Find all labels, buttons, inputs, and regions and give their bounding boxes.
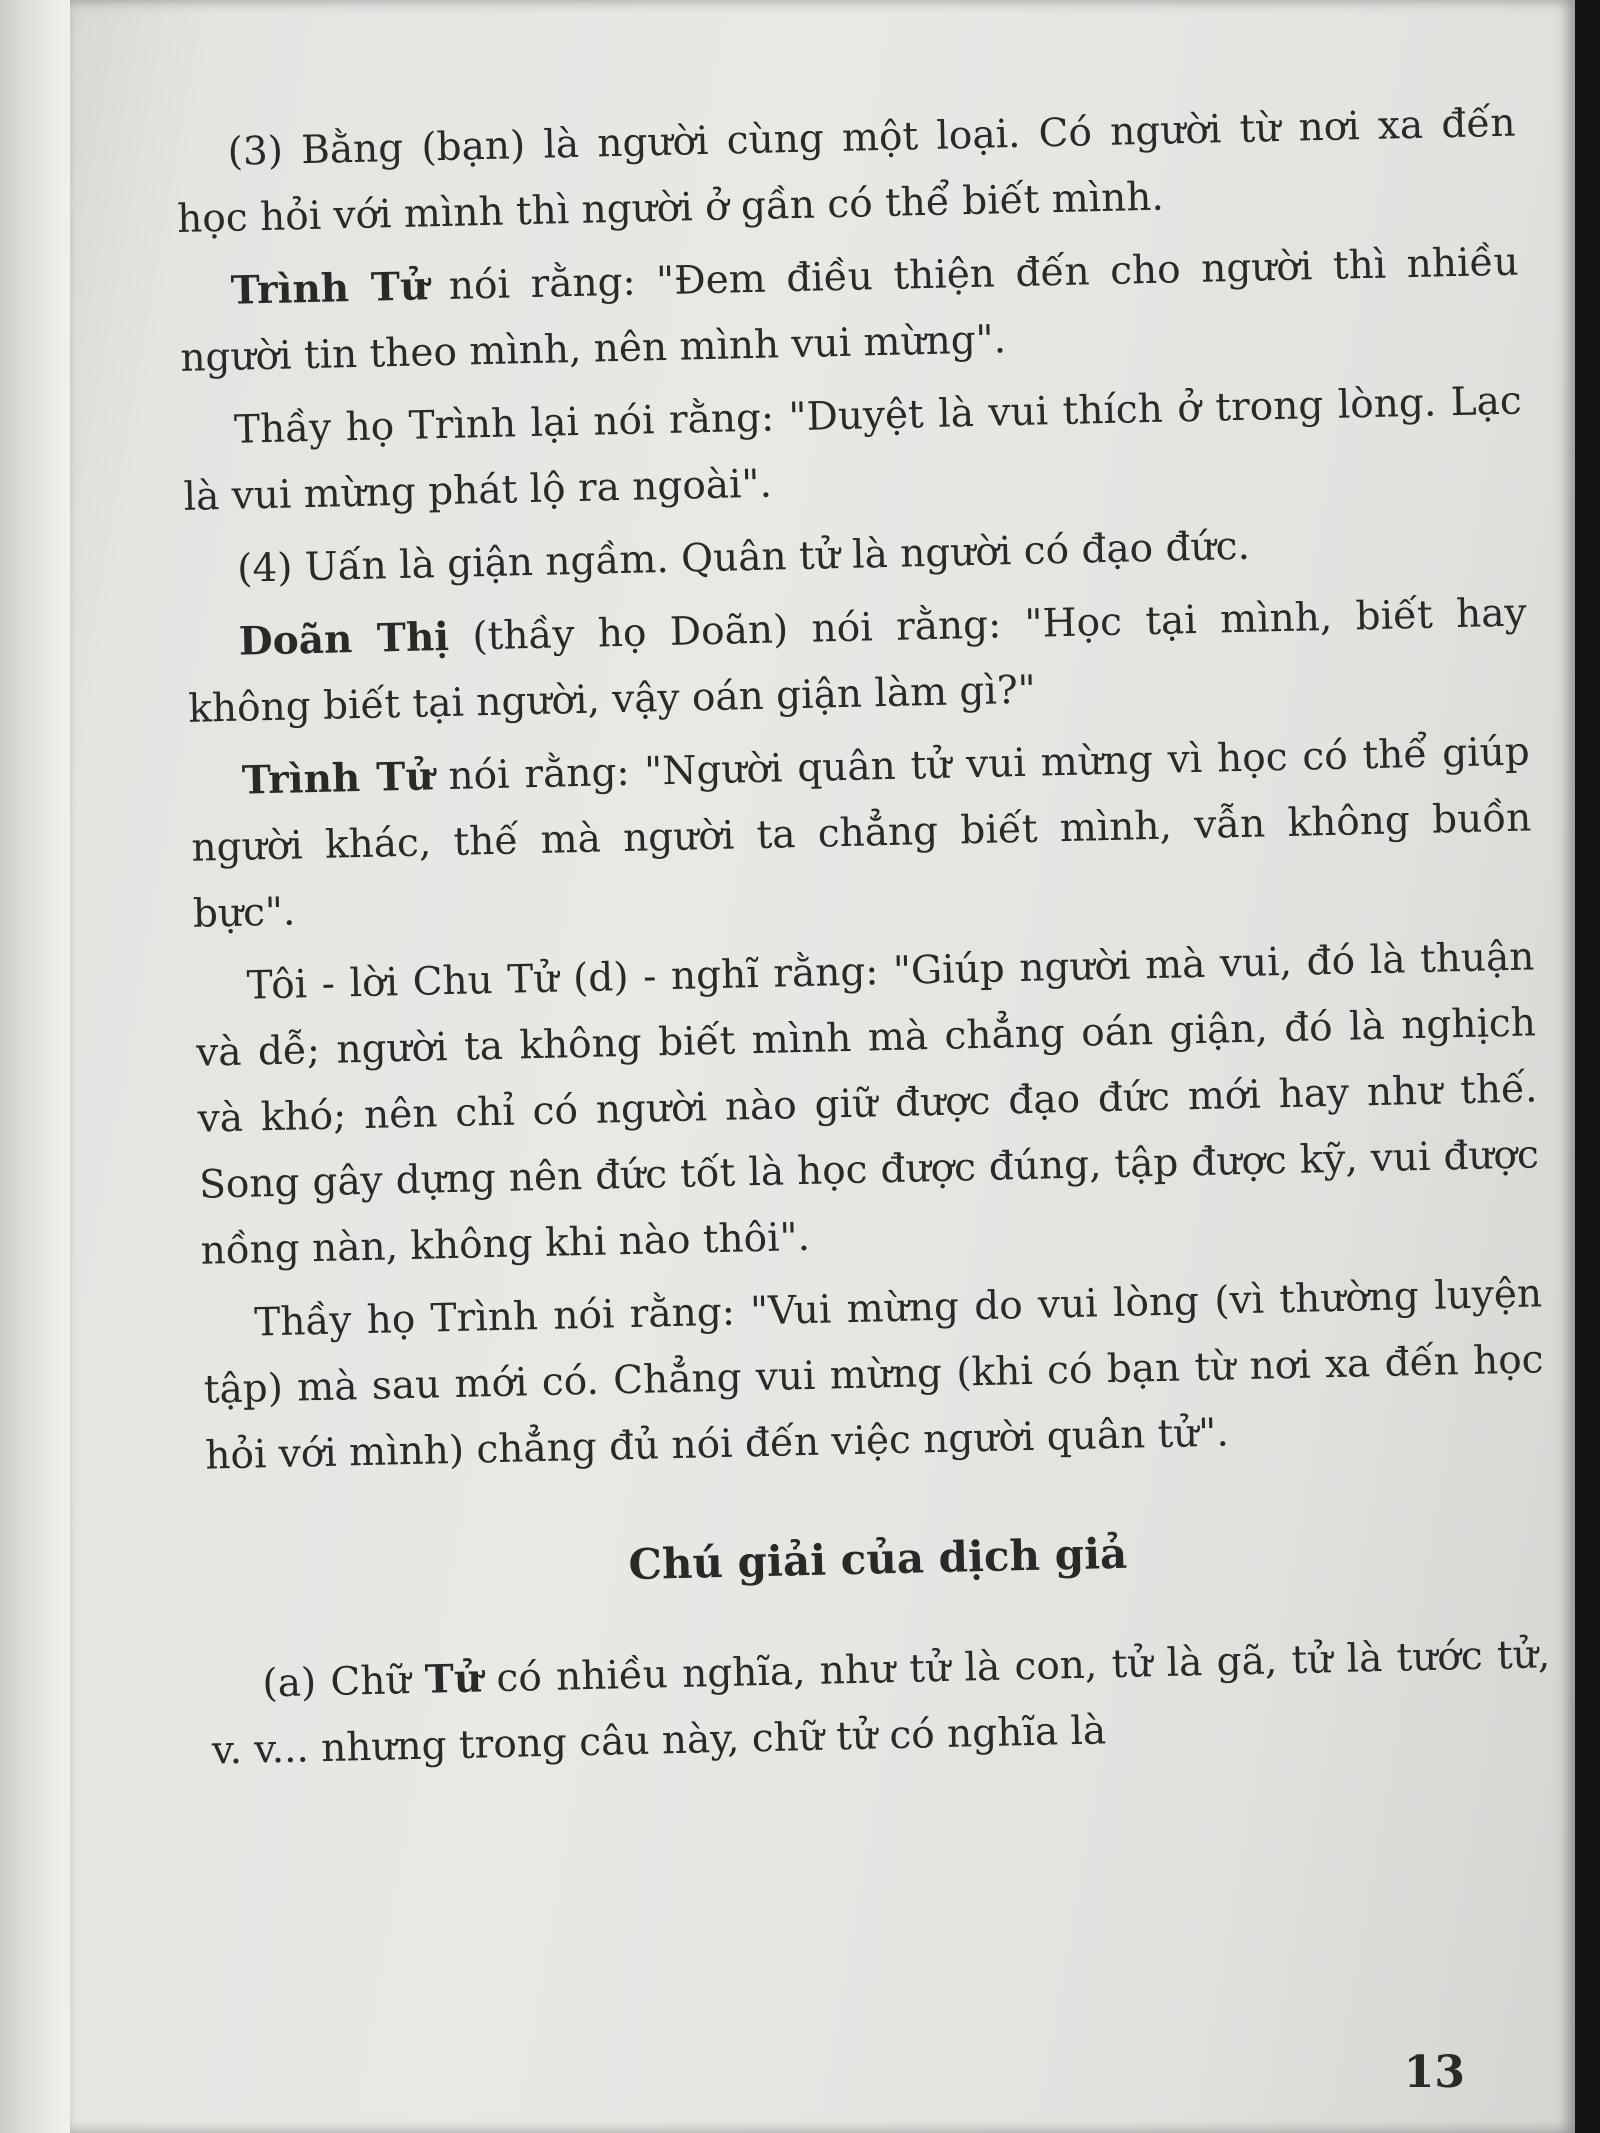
- paragraph: [189, 718, 1533, 947]
- page-number: 13: [1403, 2047, 1465, 2098]
- paragraph-lead: Doãn Thị: [238, 613, 450, 665]
- paragraph: [202, 1260, 1546, 1489]
- paragraph-text: Thầy họ Trình nói rằng: "Vui mừng do vui lòng (vì thường luyện tập) mà sau mới có. Chẳng vui mừng (khi có bạn từ nơi xa đến học hỏi với mình) chẳng đủ nói đến việc người quân tử".: [203, 1271, 1544, 1479]
- footnote-bold-term: Tử: [424, 1655, 483, 1703]
- book-page: [70, 0, 1575, 2133]
- paragraph: [178, 229, 1521, 392]
- paragraph-lead: Trình Tử: [230, 263, 429, 314]
- paragraph-text: (thầy họ Doãn) nói rằng: "Học tại mình, biết hay không biết tại người, vậy oán giận làm gì?": [187, 590, 1528, 732]
- footnote-text: có nhiều nghĩa, như tử là con, tử là gã, tử là tước tử, v. v... nhưng trong câu này, chữ tử có nghĩa là: [211, 1632, 1551, 1774]
- paragraph: [194, 923, 1541, 1284]
- section-heading: Chú giải của dịch giả: [627, 1528, 1128, 1590]
- paragraph-text: (4) Uấn là giận ngầm. Quân tử là người có đạo đức.: [236, 523, 1251, 592]
- paragraph-text: Tôi - lời Chu Tử (d) - nghĩ rằng: "Giúp người mà vui, đó là thuận và dễ; người ta không biết mình mà chẳng oán giận, đó là nghịch và khó; nên chỉ có người nào giữ được đạo đức mới hay như thế. Song gây dựng nên đức tốt là học được đúng, tập được kỹ, vui được nồng nàn, không khi nào thôi".: [195, 934, 1540, 1274]
- paragraph-text: nói rằng: "Người quân tử vui mừng vì học có thể giúp người khác, thế mà người ta chẳng biết mình, vẫn không buồn bực".: [191, 729, 1532, 937]
- paragraph-lead: Trình Tử: [241, 753, 435, 804]
- footnote-paragraph: [210, 1621, 1553, 1784]
- background-edge: [1575, 0, 1600, 2133]
- book-spine: [0, 0, 73, 2133]
- paragraph-text: (3) Bằng (bạn) là người cùng một loại. Có người từ nơi xa đến học hỏi với mình thì người ở gần có thể biết mình.: [176, 100, 1516, 242]
- paragraph: [186, 579, 1529, 742]
- paragraph: [175, 90, 1518, 253]
- footnote-text: (a) Chữ: [261, 1657, 426, 1707]
- page-body: [175, 90, 1553, 1791]
- paragraph-text: nói rằng: "Đem điều thiện đến cho người thì nhiều người tin theo mình, nên mình vui mừng".: [179, 239, 1520, 381]
- paragraph-text: Thầy họ Trình lại nói rằng: "Duyệt là vui thích ở trong lòng. Lạc là vui mừng phát lộ ra ngoài".: [183, 378, 1523, 520]
- paragraph: [181, 368, 1524, 531]
